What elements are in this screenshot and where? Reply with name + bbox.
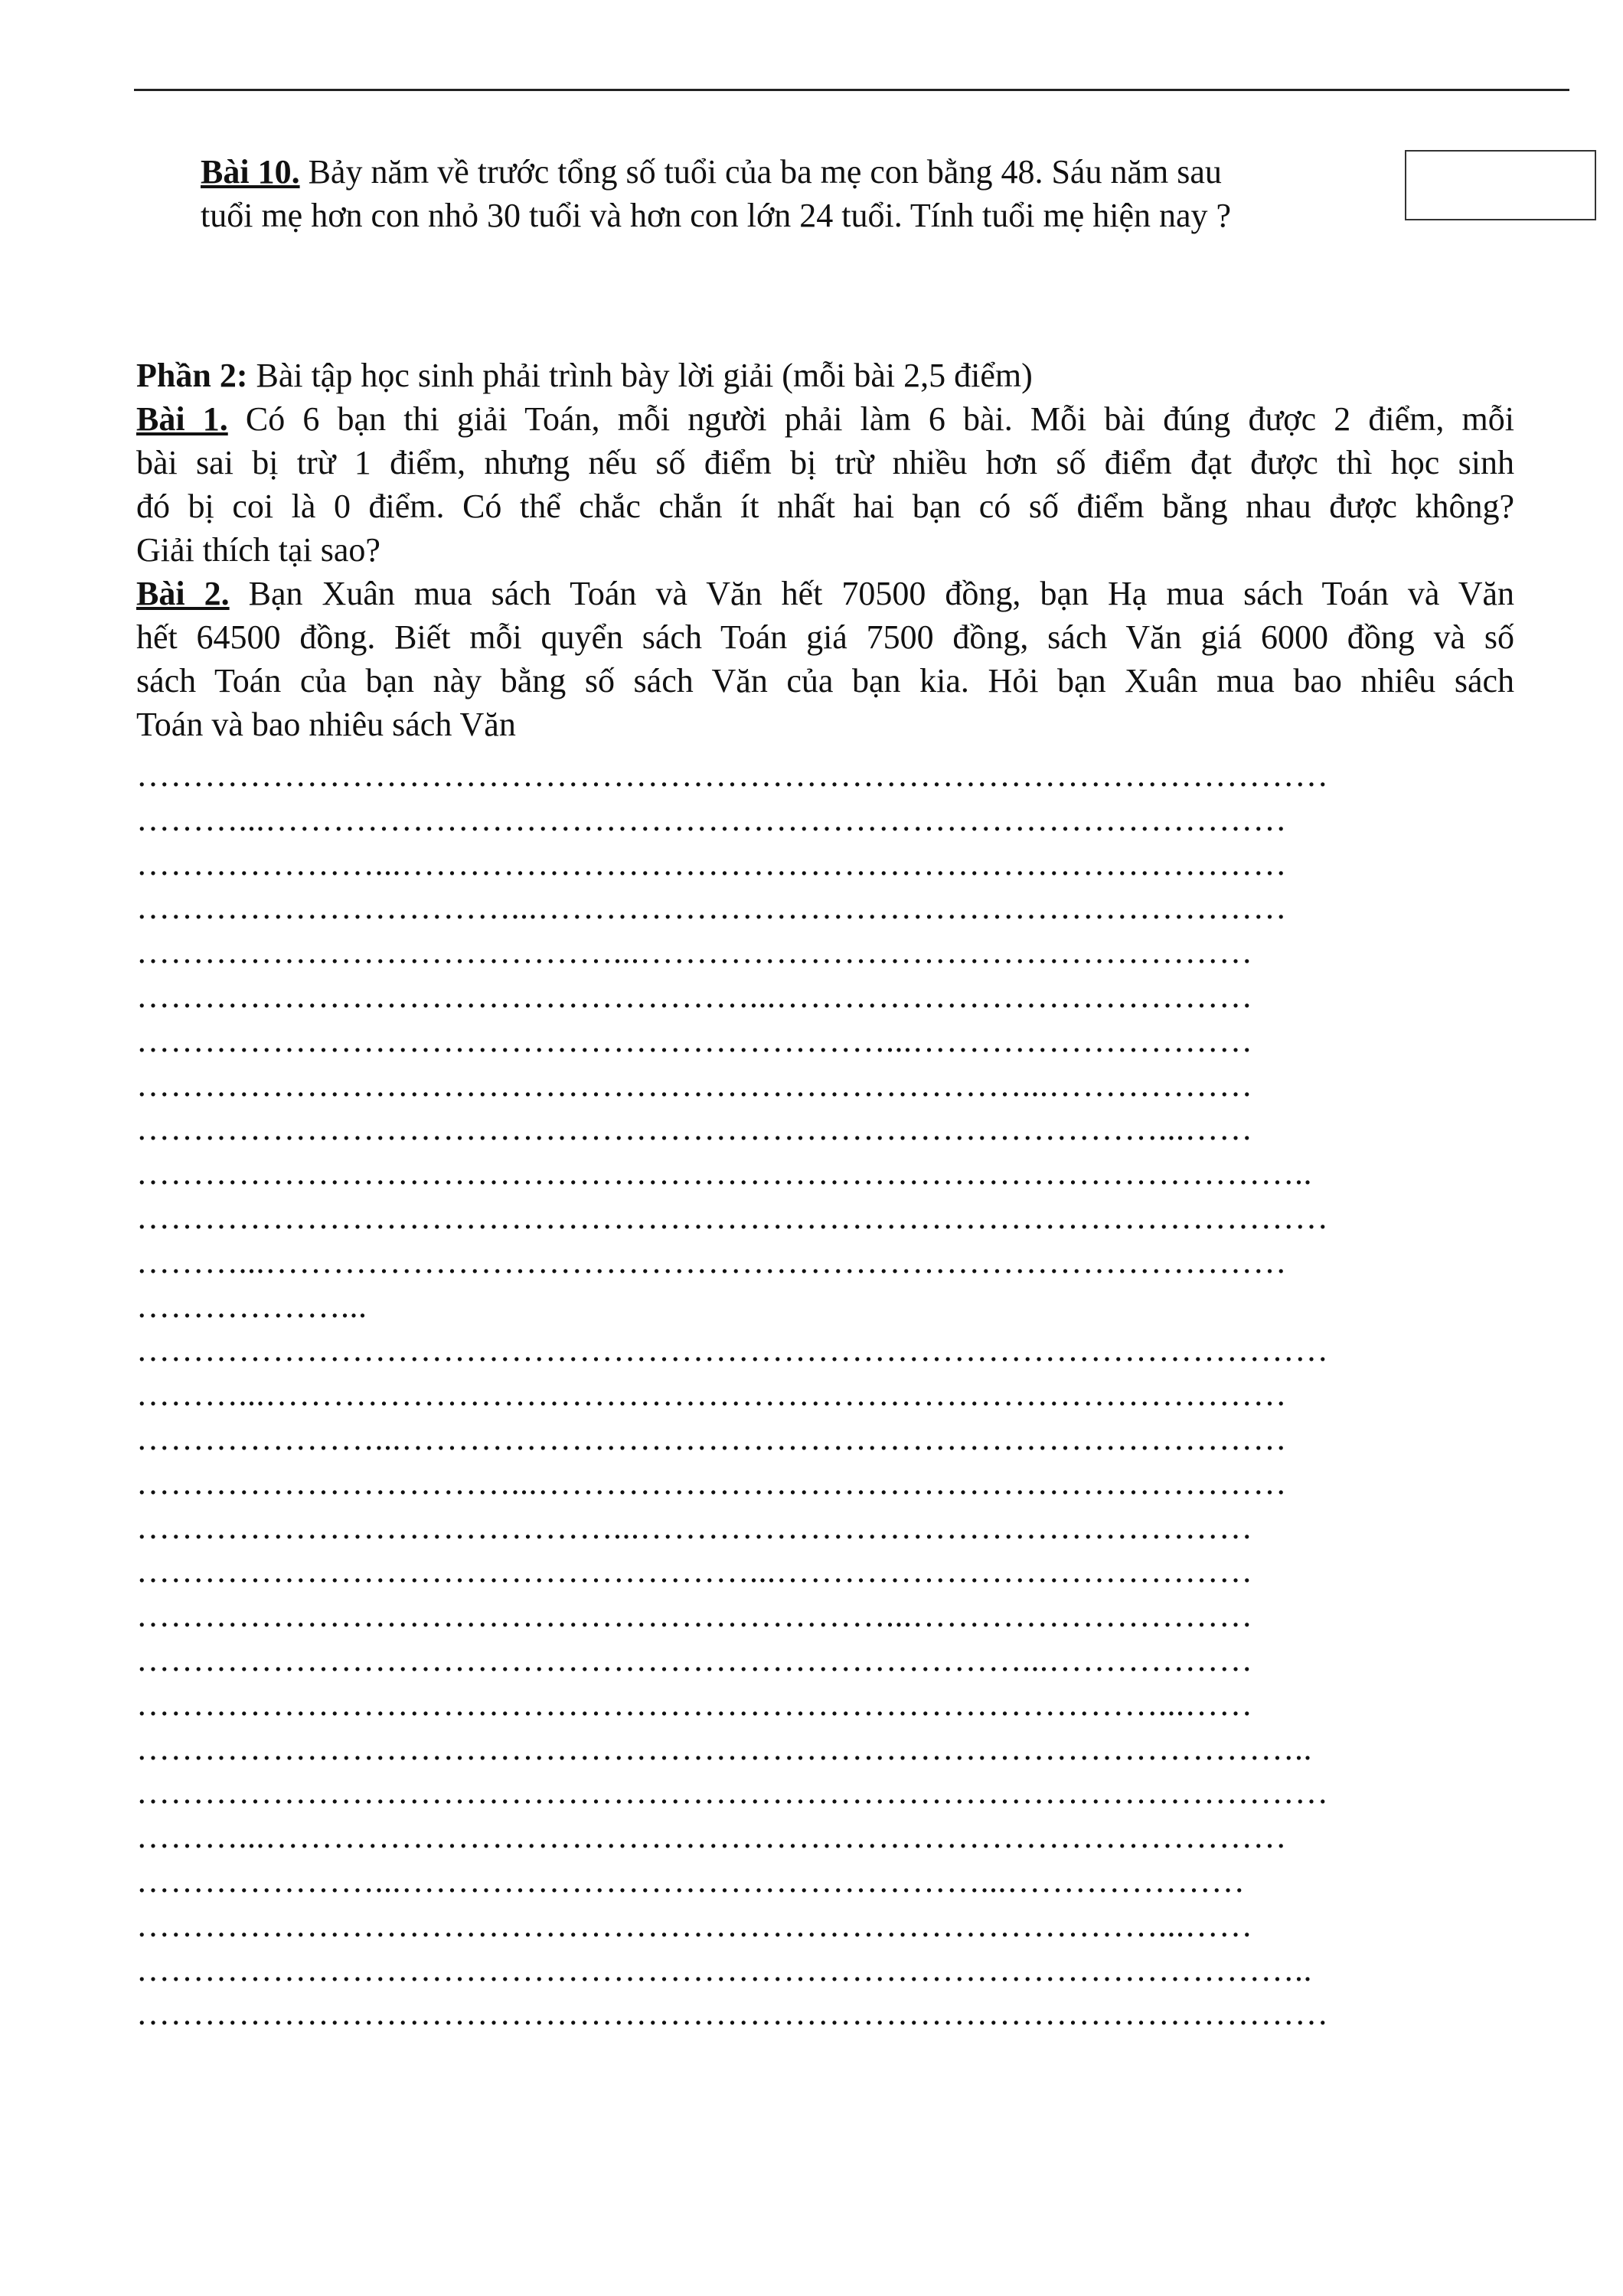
dotted-answer-line: ………...………………………………………………………………………………: [136, 1375, 1287, 1414]
dotted-answer-line: ……………………………………………………………………...………………: [136, 1065, 1253, 1104]
dotted-answer-line: ………...………………………………………………………………………………: [136, 800, 1287, 838]
answer-box: [1405, 150, 1596, 220]
dotted-answer-line: ……………………………………………………………………………………………: [136, 1331, 1329, 1369]
dotted-answer-line: ……………………………………...………………………………………………: [136, 933, 1253, 971]
problem-2-line-4: Toán và bao nhiêu sách Văn: [136, 706, 516, 743]
dotted-answer-line: …………………………………………………………...…………………………: [136, 1596, 1253, 1635]
dotted-answer-line: ………………………………………………………………………………...……: [136, 1684, 1253, 1723]
dotted-answer-line: ………………………………………………...……………………………………: [136, 1552, 1253, 1590]
problem-1-line-2: bài sai bị trừ 1 điểm, nhưng nếu số điểm bị trừ nhiều hơn số điểm đạt được thì học sinh: [136, 444, 1514, 481]
problem-10-line-1: [201, 150, 1395, 194]
dotted-answer-line: …………………………………………………………………………………………..: [136, 1729, 1312, 1767]
dotted-answer-line: ……………………………………………………………………………………………: [136, 756, 1329, 794]
part-2-title: Bài tập học sinh phải trình bày lời giải (mỗi bài 2,5 điểm): [247, 357, 1033, 394]
problem-2-line-3: sách Toán của bạn này bằng số sách Văn của bạn kia. Hỏi bạn Xuân mua bao nhiêu sách: [136, 662, 1514, 700]
problem-1-line-4: Giải thích tại sao?: [136, 531, 380, 569]
part-2-label: Phần 2:: [136, 357, 248, 394]
dotted-answer-line: …………………...……………………………………………………………………: [136, 1419, 1287, 1457]
problem-2-line-1: [136, 572, 1514, 615]
part-2-heading: [136, 354, 1514, 397]
dotted-answer-line: ………………………………………………………………………………...……: [136, 1906, 1253, 1944]
dotted-answer-line: ……………………………………………………………………………………………: [136, 1773, 1329, 1812]
dotted-answer-line: ………………………………………………………………………………...……: [136, 1110, 1253, 1148]
dotted-answer-line: …………………...……………………………………………………………………: [136, 844, 1287, 882]
problem-1-text-1: Có 6 bạn thi giải Toán, mỗi người phải làm 6 bài. Mỗi bài đúng được 2 điểm, mỗi: [227, 400, 1514, 438]
dotted-answer-line: …………………………………………………………………………………………..: [136, 1154, 1312, 1192]
dotted-answer-line: …………………...……………………………………………...…………………: [136, 1861, 1246, 1900]
problem-10-label: Bài 10.: [201, 153, 300, 191]
dotted-answer-line: ……………………………...…………………………………………………………: [136, 889, 1287, 927]
dotted-answer-line: ………...………………………………………………………………………………: [136, 1818, 1287, 1856]
dotted-answer-line: ………………………………………………...……………………………………: [136, 977, 1253, 1015]
dotted-answer-line: ……………………………………………………………………………………………: [136, 1198, 1329, 1236]
dotted-answer-line: ……………………………………………………………………………………………: [136, 1994, 1329, 2033]
problem-10-text-1: Bảy năm về trước tổng số tuổi của ba mẹ con bằng 48. Sáu năm sau: [299, 153, 1222, 191]
problem-1-line-3: đó bị coi là 0 điểm. Có thể chắc chắn ít nhất hai bạn có số điểm bằng nhau được không?: [136, 488, 1514, 525]
dotted-answer-line: ……………………………………...………………………………………………: [136, 1508, 1253, 1546]
part-2-section: [136, 354, 1514, 746]
dotted-answer-line: ………...………………………………………………………………………………: [136, 1242, 1287, 1280]
problem-10-line-2: tuổi mẹ hơn con nhỏ 30 tuổi và hơn con lớn 24 tuổi. Tính tuổi mẹ hiện nay ?: [201, 197, 1232, 234]
problem-2-label: Bài 2.: [136, 575, 230, 612]
header-rule: [134, 89, 1569, 91]
problem-1-line-1: [136, 397, 1514, 441]
problem-1-label: Bài 1.: [136, 400, 228, 438]
problem-2-line-2: hết 64500 đồng. Biết mỗi quyển sách Toán giá 7500 đồng, sách Văn giá 6000 đồng và số: [136, 618, 1514, 656]
dotted-answer-line: ……………………………………………………………………...………………: [136, 1640, 1253, 1678]
dotted-answer-line: ……………………………...…………………………………………………………: [136, 1463, 1287, 1502]
dotted-answer-line: …………………………………………………………...…………………………: [136, 1021, 1253, 1059]
dotted-answer-line: …………………………………………………………………………………………..: [136, 1950, 1312, 1988]
dotted-answer-line: ………………...: [136, 1287, 367, 1325]
problem-10: [201, 150, 1395, 237]
problem-2-text-1: Bạn Xuân mua sách Toán và Văn hết 70500 đồng, bạn Hạ mua sách Toán và Văn: [229, 575, 1514, 612]
answer-dotted-lines: [136, 753, 1537, 2036]
